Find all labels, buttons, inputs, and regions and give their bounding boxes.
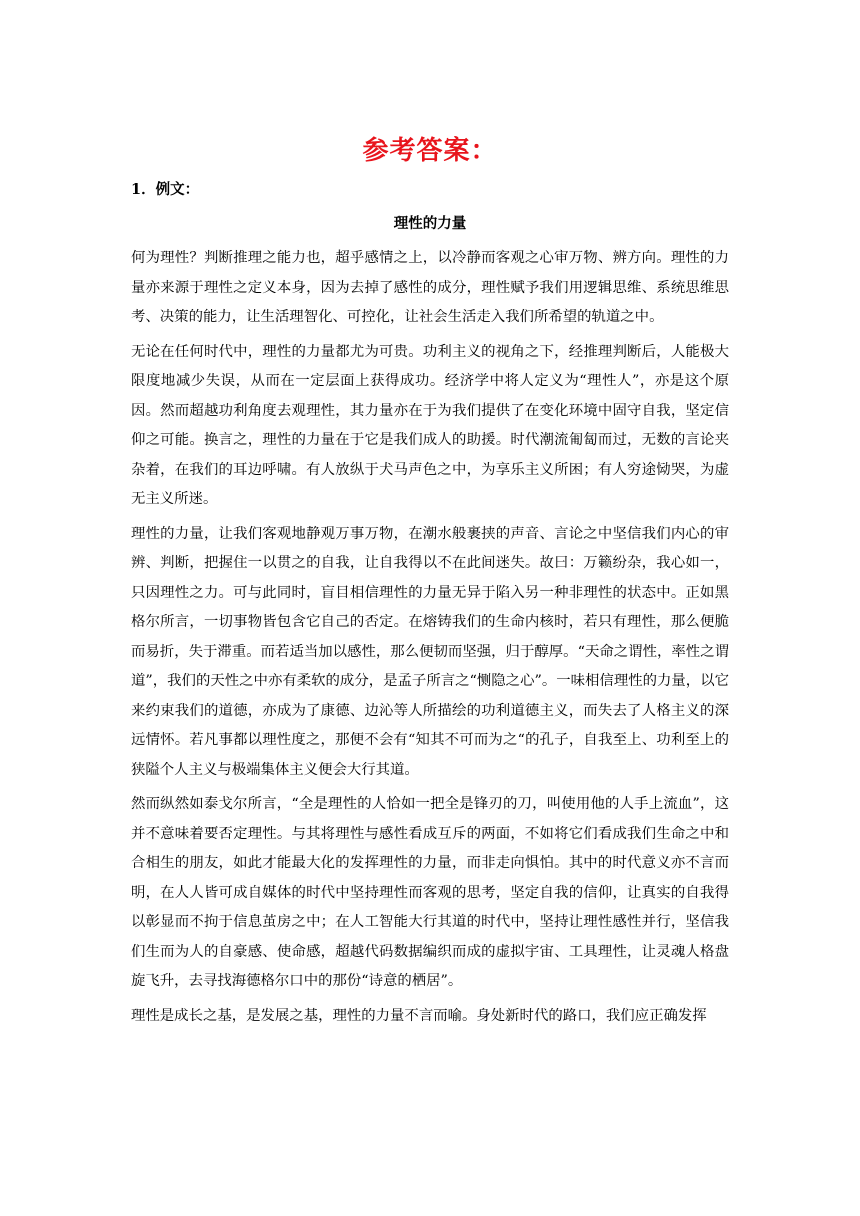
item-label: 1．例文：: [131, 181, 200, 198]
essay-title: 理性的力量: [393, 215, 467, 232]
essay-paragraph: 何为理性？判断推理之能力也，超乎感情之上，以冷静而客观之心审万物、辨方向。理性的力量亦来源于理性之定义本身，因为去掉了感性的成分，理性赋予我们用逻辑思维、系统思维思考、决策的能力，让生活理智化、可控化，让社会生活走入我们所希望的轨道之中。: [131, 250, 729, 325]
essay-paragraph: 理性的力量，让我们客观地静观万事万物，在潮水般裹挟的声音、言论之中坚信我们内心的审辨、判断，把握住一以贯之的自我，让自我得以不在此间迷失。故曰：万籁纷杂，我心如一，只因理性之力。可与此同时，盲目相信理性的力量无异于陷入另一种非理性的状态中。正如黑格尔所言，一切事物皆包含它自己的否定。在熔铸我们的生命内核时，若只有理性，那么便脆而易折，失于滞重。而若适当加以感性，那么便韧而坚强，归于醇厚。“天命之谓性，率性之谓道”，我们的天性之中亦有柔软的成分，是孟子所言之“恻隐之心”。一味相信理性的力量，以它来约束我们的道德，亦成为了康德、边沁等人所描绘的功利道德主义，而失去了人格主义的深远情怀。若凡事都以理性度之，那便不会有“知其不可而为之“的孔子，自我至上、功利至上的狭隘个人主义与极端集体主义便会大行其道。: [131, 525, 729, 778]
answer-heading: 参考答案：: [362, 136, 498, 166]
essay-body: [131, 244, 729, 1036]
essay-paragraph: 然而纵然如泰戈尔所言，“全是理性的人恰如一把全是锋刃的刀，叫使用他的人手上流血”，这并不意味着要否定理性。与其将理性与感性看成互斥的两面，不如将它们看成我们生命之中和合相生的朋友，如此才能最大化的发挥理性的力量，而非走向惧怕。其中的时代意义亦不言而明，在人人皆可成自媒体的时代中坚持理性而客观的思考，坚定自我的信仰，让真实的自我得以彰显而不拘于信息茧房之中；在人工智能大行其道的时代中，坚持让理性感性并行，坚信我们生而为人的自豪感、使命感，超越代码数据编织而成的虚拟宇宙、工具理性，让灵魂人格盘旋飞升，去寻找海德格尔口中的那份“诗意的栖居”。: [131, 796, 729, 989]
essay-paragraph: 理性是成长之基，是发展之基，理性的力量不言而喻。身处新时代的路口，我们应正确发挥: [131, 1007, 707, 1024]
essay-paragraph: 无论在任何时代中，理性的力量都尤为可贵。功利主义的视角之下，经推理判断后，人能极大限度地减少失误，从而在一定层面上获得成功。经济学中将人定义为“理性人”，亦是这个原因。然而超越功利角度去观理性，其力量亦在于为我们提供了在变化环境中固守自我，坚定信仰之可能。换言之，理性的力量在于它是我们成人的助援。时代潮流匍匐而过，无数的言论夹杂着，在我们的耳边呼啸。有人放纵于犬马声色之中，为享乐主义所困；有人穷途恸哭，为虚无主义所迷。: [131, 343, 729, 507]
